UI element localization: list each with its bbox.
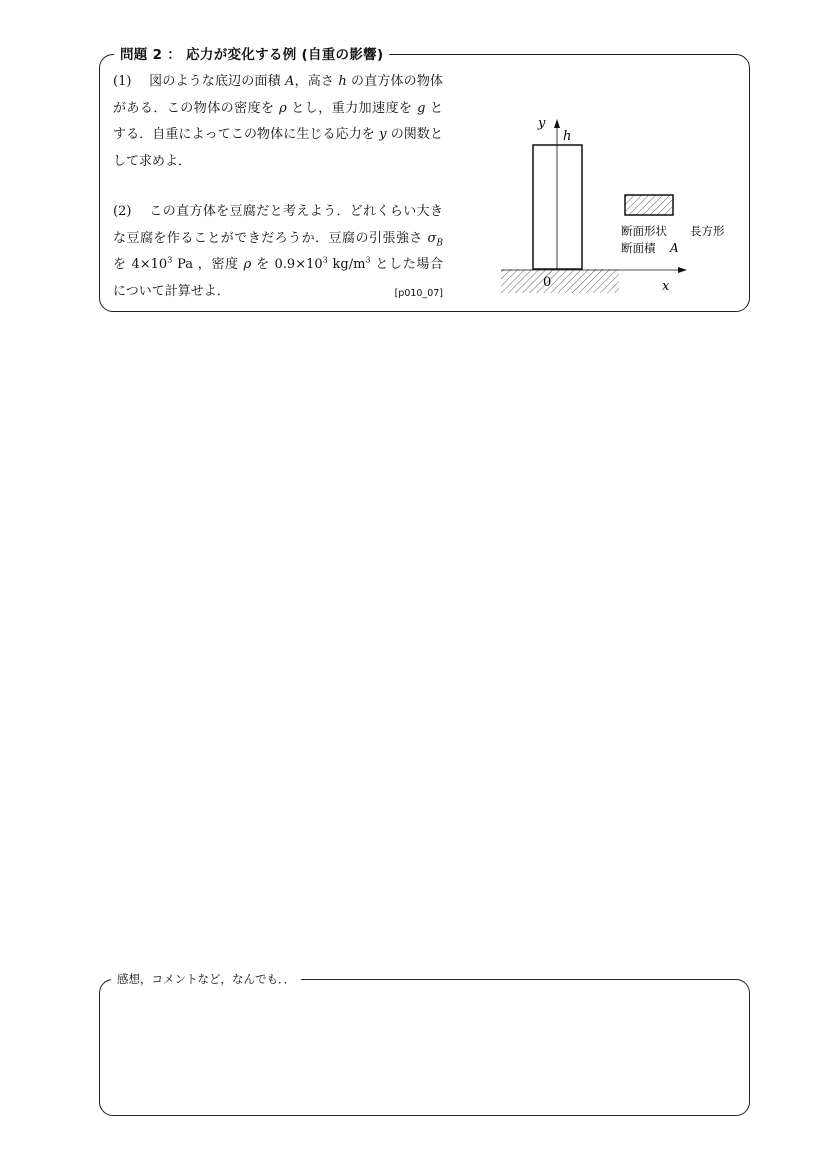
var-sigma-subscript: B [436,238,443,249]
rectangular-block [533,145,582,269]
exponent: 3 [322,255,328,265]
comment-box[interactable] [99,979,750,1116]
section-area-label: 断面積 [621,241,656,255]
var-rho: ρ [279,100,287,116]
label-h: h [563,129,572,144]
q1-text: とする．自重によってこの物体に生じる応力を [113,100,443,142]
var-A: A [285,74,295,89]
var-sigma: σ [427,230,437,246]
q2-text: を 4×10 [113,257,168,272]
section-shape-value: 長方形 [690,224,725,238]
q1-text: とし，重力加速度を [286,100,418,116]
comment-title: 感想，コメントなど，なんでも．． [111,971,301,987]
q1-text: の直方体の物体がある．この物体の密度を [113,74,443,116]
label-x: x [662,279,670,294]
section-area-var: A [670,241,679,255]
q2-text: kg/m [327,257,366,272]
var-y: y [379,127,387,142]
var-g: g [417,100,426,116]
cross-section-icon [625,195,673,215]
problem-code: [p010_07] [394,287,443,299]
q2-text: この直方体を豆腐だと考えよう．どれくらい大きな豆腐を作ることができだろうか．豆腐の引張強さ [113,204,443,246]
q1-text: 図のような底辺の面積 [149,74,286,89]
x-axis-arrow-icon [678,267,687,273]
q1-text: ，高さ [294,74,339,89]
section-shape-label: 断面形状 [621,224,667,238]
label-origin: 0 [543,275,552,290]
var-h: h [338,74,347,89]
q2-text: とした場合について計算せよ． [113,257,444,299]
question-1-number: (1) [113,74,132,89]
q1-text: の関数として求めよ． [113,127,443,169]
question-1 [113,69,443,175]
block-figure [495,108,740,298]
question-2-number: (2) [113,204,132,219]
problem-title: 問題 2 ： 応力が変化する例 (自重の影響) [114,43,389,63]
label-y: y [538,116,546,131]
exponent: 3 [167,255,173,265]
y-axis-arrow-icon [554,119,560,128]
exponent: 3 [365,255,371,265]
var-rho: ρ [243,257,252,272]
ground-hatch [501,269,619,293]
question-2 [113,199,443,307]
q2-text: を 0.9×10 [251,257,323,272]
q2-text: Pa ，密度 [172,257,244,272]
